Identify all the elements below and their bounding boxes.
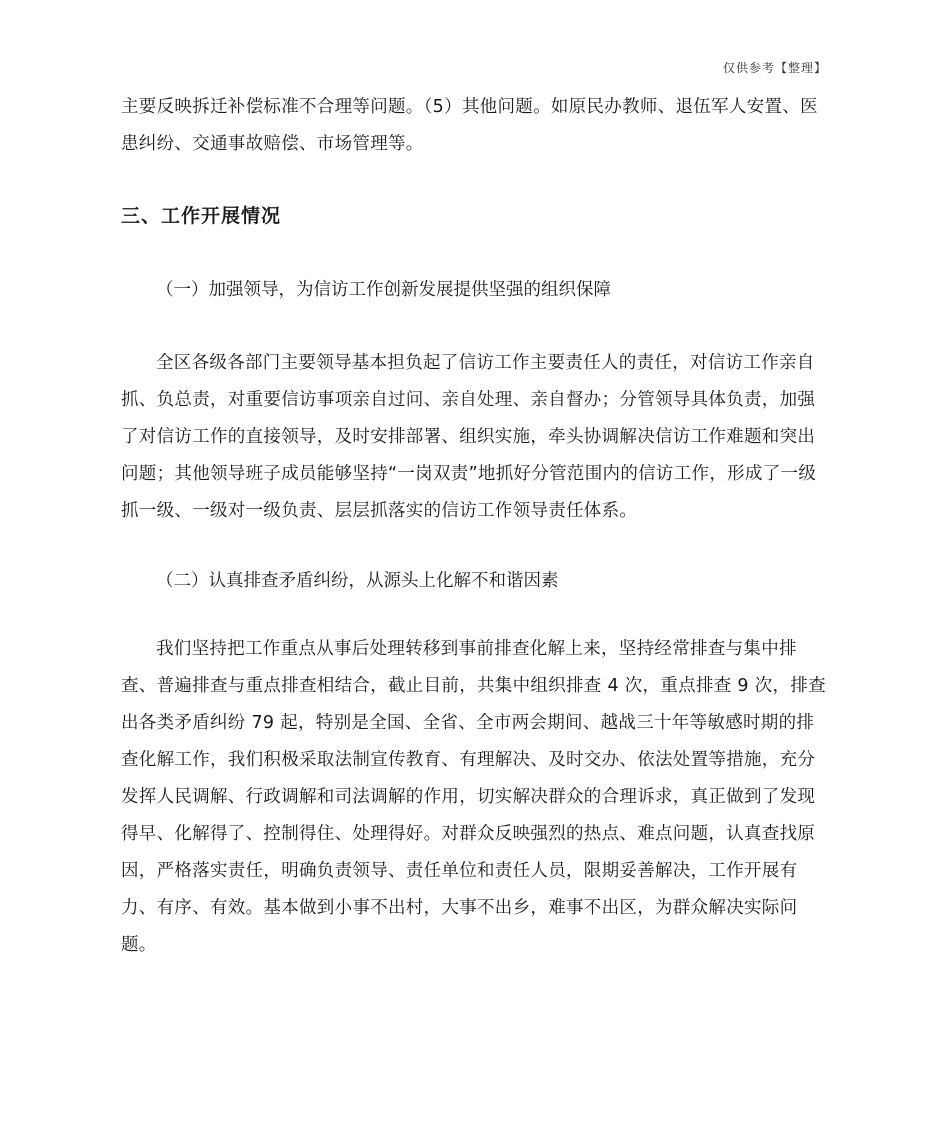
subsection-2-title: （二）认真排查矛盾纠纷，从源头上化解不和谐因素 <box>156 571 559 591</box>
subsection-2-body: 我们坚持把工作重点从事后处理转移到事前排查化解上来，坚持经常排查与集中排查、普遍排查与重点排查相结合，截止目前，共集中组织排查 4 次，重点排查 9 次，排查出各类矛盾纠纷 79 起，特别是全国、全省、全市两会期间、越战三十年等敏感时期的排查化解工作，我们积极采取法制宣传教育、有理解决、及时交办、依法处置等措施，充分发挥人民调解、行政调解和司法调解的作用，切实解决群众的合理诉求，真正做到了发现得早、化解得了、控制得住、处理得好。对群众反映强烈的热点、难点问题，认真查找原因，严格落实责任，明确负责领导、责任单位和责任人员，限期妥善解决，工作开展有力、有序、有效。基本做到小事不出村，大事不出乡，难事不出区，为群众解决实际问题。 <box>121 639 826 955</box>
header-note: 仅供参考【整理】 <box>722 61 827 75</box>
intro-paragraph: 主要反映拆迁补偿标准不合理等问题。（5）其他问题。如原民办教师、退伍军人安置、医患纠纷、交通事故赔偿、市场管理等。 <box>121 97 818 154</box>
subsection-1-body: 全区各级各部门主要领导基本担负起了信访工作主要责任人的责任，对信访工作亲自抓、负总责，对重要信访事项亲自过问、亲自处理、亲自督办；分管领导具体负责，加强了对信访工作的直接领导，及时安排部署、组织实施，牵头协调解决信访工作难题和突出问题；其他领导班子成员能够坚持“一岗双责”地抓好分管范围内的信访工作，形成了一级抓一级、一级对一级负责、层层抓落实的信访工作领导责任体系。 <box>121 353 817 521</box>
subsection-1-title: （一）加强领导，为信访工作创新发展提供坚强的组织保障 <box>156 280 611 300</box>
section-heading: 三、工作开展情况 <box>121 205 282 227</box>
